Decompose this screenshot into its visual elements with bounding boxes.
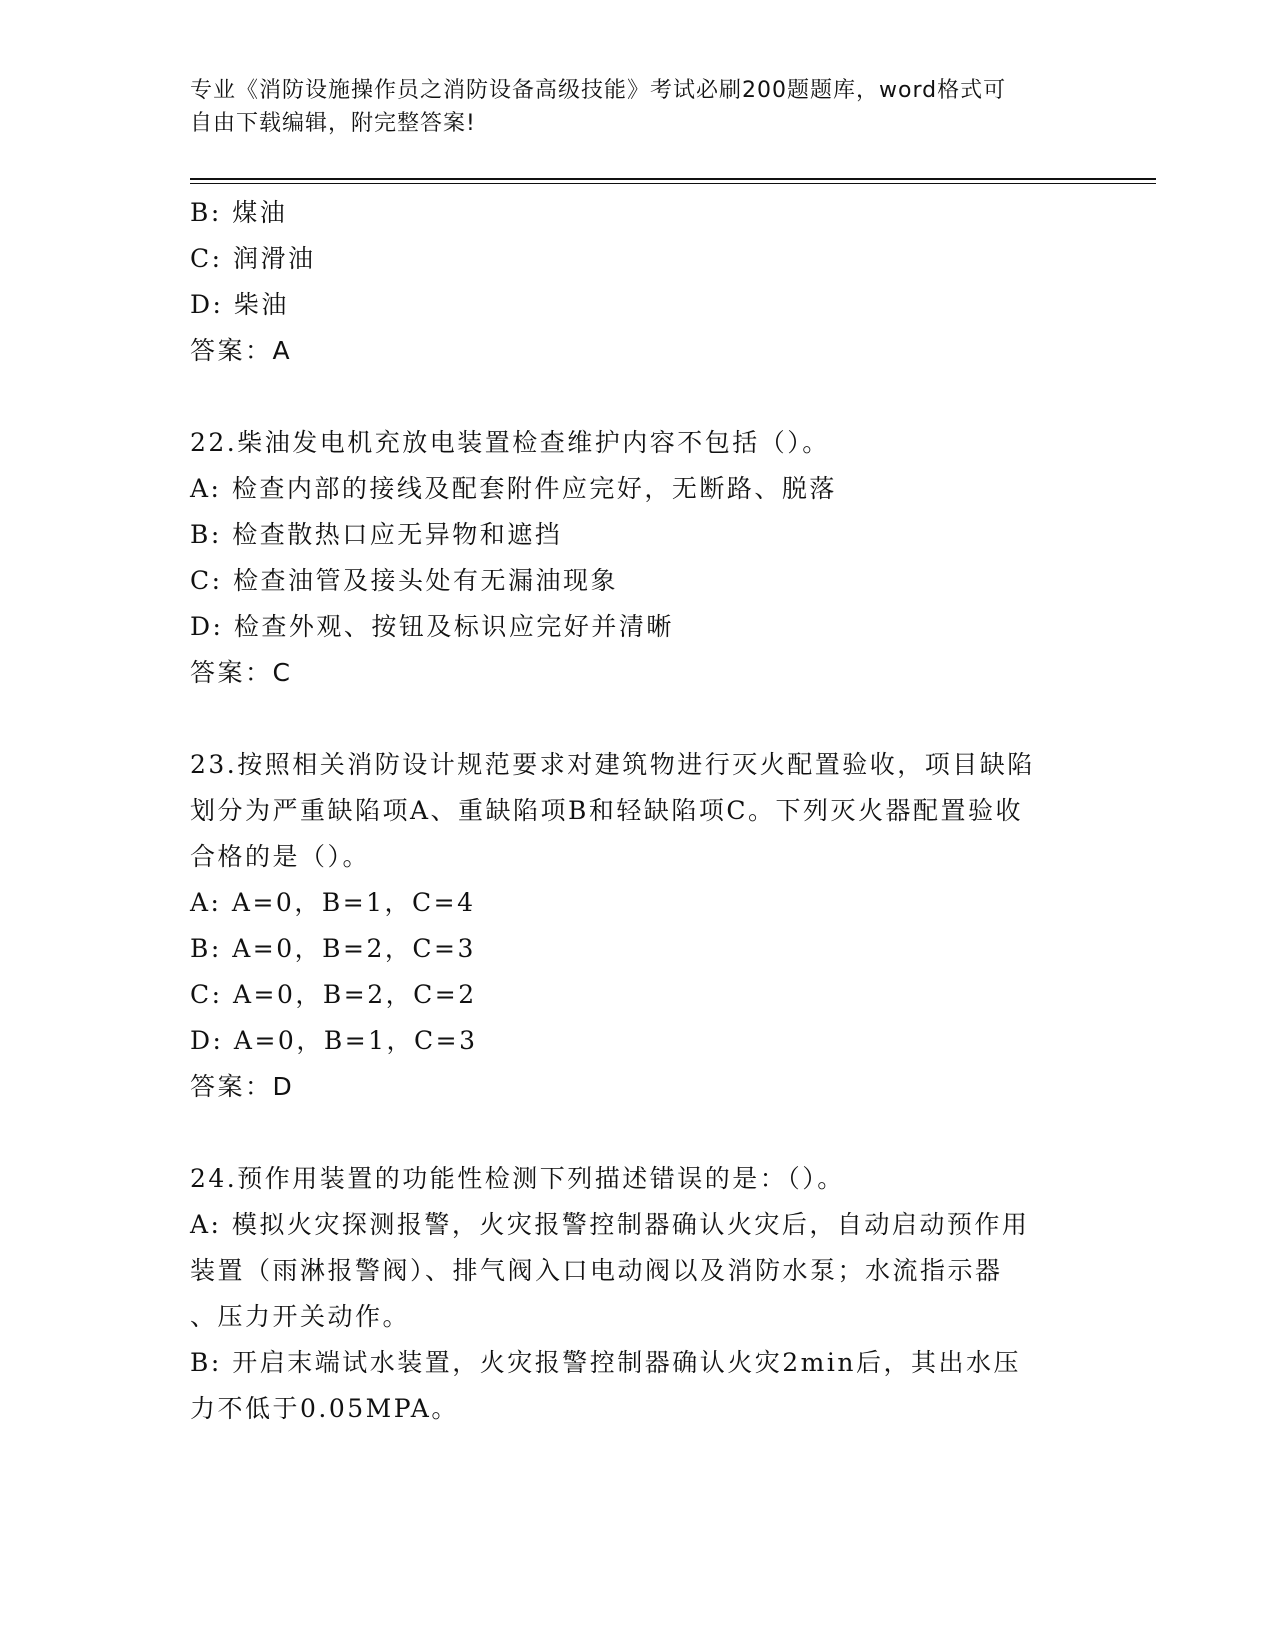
- question-stem-line-2: 划分为严重缺陷项A、重缺陷项B和轻缺陷项C。下列灭火器配置验收: [190, 796, 1024, 825]
- question-stem: 22.柴油发电机充放电装置检查维护内容不包括（）。: [190, 428, 830, 457]
- answer: 答案：A: [190, 336, 293, 365]
- header-title-line-1: 专业《消防设施操作员之消防设备高级技能》考试必刷200题题库，word格式可: [190, 78, 1007, 103]
- option-a-line-3: 、压力开关动作。: [190, 1302, 411, 1331]
- option-c: C: 检查油管及接头处有无漏油现象: [190, 566, 618, 595]
- option-b-line-1: B: 开启末端试水装置，火灾报警控制器确认火灾2min后，其出水压: [190, 1348, 1021, 1377]
- question-stem-line-3: 合格的是（）。: [190, 842, 371, 871]
- option-b-line-2: 力不低于0.05MPA。: [190, 1394, 459, 1423]
- option-b: B: A=0，B=2，C=3: [190, 934, 476, 963]
- header-divider-thick: [190, 178, 1156, 180]
- question-stem-line-1: 23.按照相关消防设计规范要求对建筑物进行灭火配置验收，项目缺陷: [190, 750, 1035, 779]
- option-a-line-1: A: 模拟火灾探测报警，火灾报警控制器确认火灾后，自动启动预作用: [190, 1210, 1030, 1239]
- question-23: [190, 742, 1090, 1110]
- option-c: C: 润滑油: [190, 244, 316, 273]
- option-c: C: A=0，B=2，C=2: [190, 980, 477, 1009]
- option-a: A: 检查内部的接线及配套附件应完好，无断路、脱落: [190, 474, 837, 503]
- option-d: D: 检查外观、按钮及标识应完好并清晰: [190, 612, 674, 641]
- option-a-line-2: 装置（雨淋报警阀）、排气阀入口电动阀以及消防水泵；水流指示器: [190, 1256, 1003, 1285]
- question-content: [190, 190, 1090, 1432]
- option-d: D: A=0，B=1，C=3: [190, 1026, 478, 1055]
- option-a: A: A=0，B=1，C=4: [190, 888, 476, 917]
- answer: 答案：D: [190, 1072, 295, 1101]
- question-21-tail: [190, 190, 1090, 374]
- option-b: B: 煤油: [190, 198, 288, 227]
- document-header: [190, 74, 1090, 140]
- option-b: B: 检查散热口应无异物和遮挡: [190, 520, 563, 549]
- header-title-line-2: 自由下载编辑，附完整答案!: [190, 111, 476, 136]
- question-stem: 24.预作用装置的功能性检测下列描述错误的是：（）。: [190, 1164, 845, 1193]
- option-d: D: 柴油: [190, 290, 289, 319]
- answer: 答案：C: [190, 658, 293, 687]
- header-divider-thin: [190, 183, 1156, 184]
- question-24: [190, 1156, 1090, 1432]
- question-22: [190, 420, 1090, 696]
